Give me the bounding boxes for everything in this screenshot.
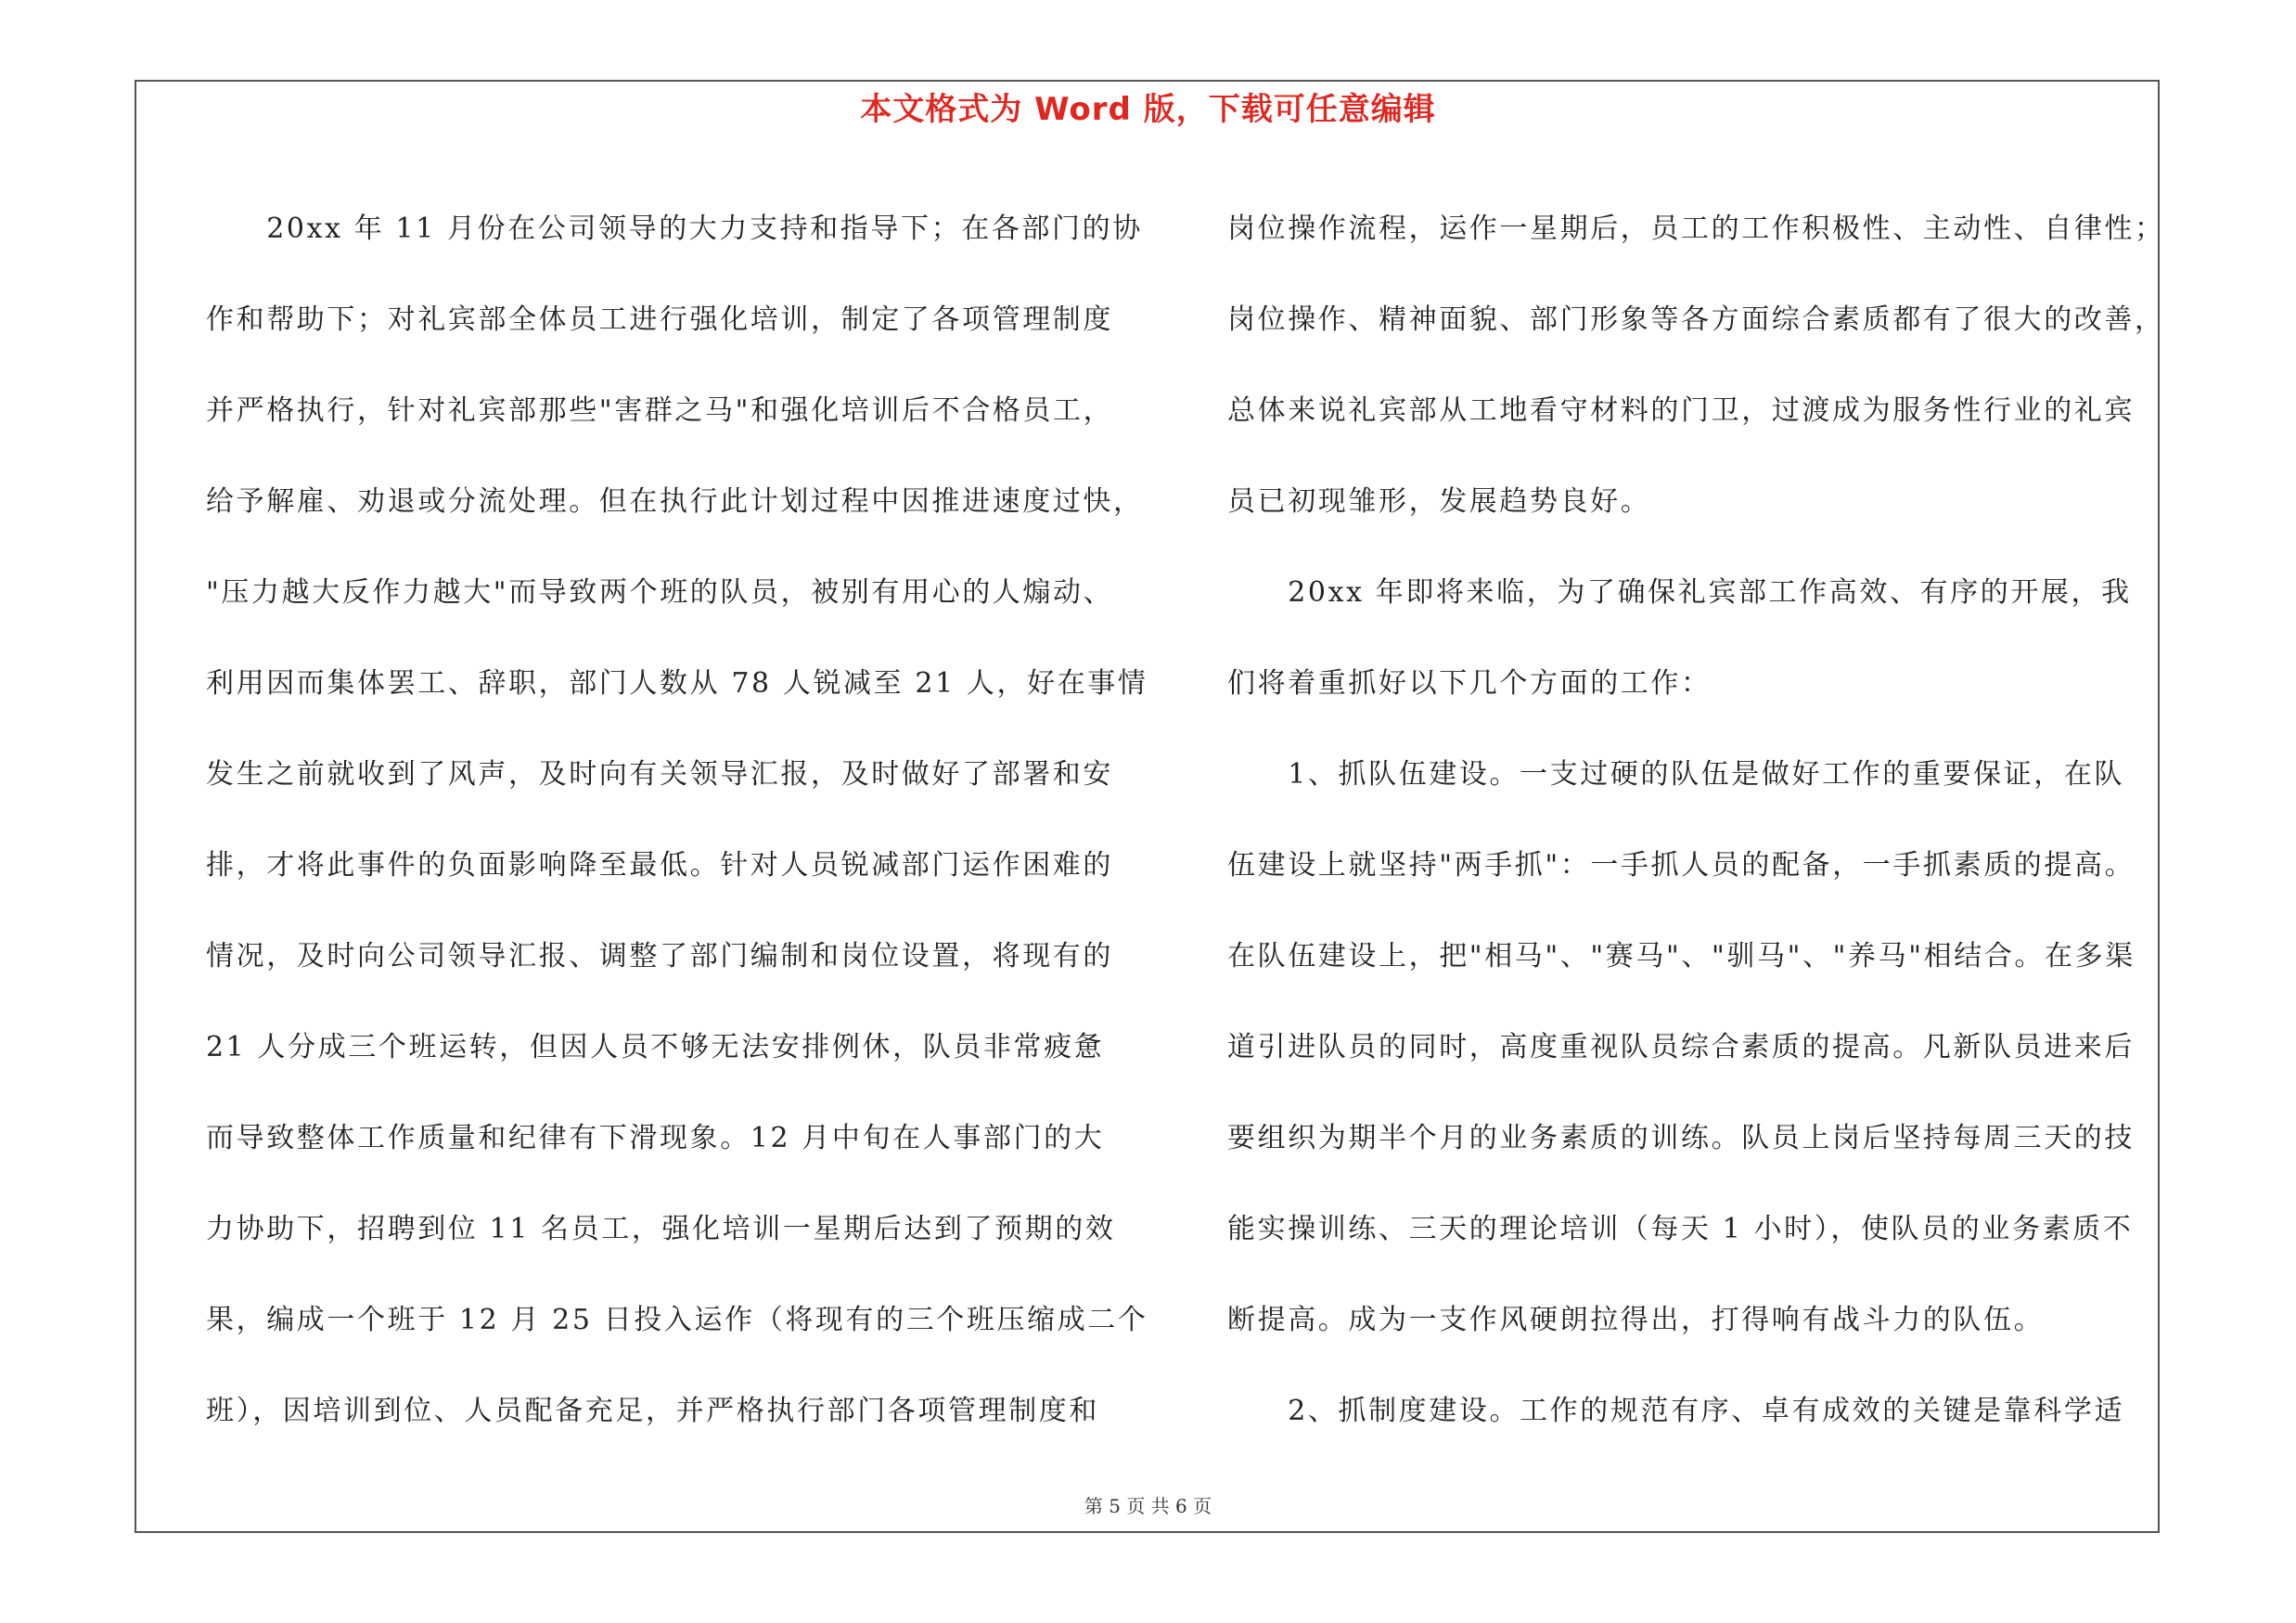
text-line: 伍建设上就坚持"两手抓"：一手抓人员的配备，一手抓素质的提高。 <box>1227 849 2136 882</box>
text-line: 21 人分成三个班运转，但因人员不够无法安排例休，队员非常疲惫 <box>206 1031 1105 1063</box>
text-line: 作和帮助下；对礼宾部全体员工进行强化培训，制定了各项管理制度 <box>206 303 1113 336</box>
text-line: 并严格执行，针对礼宾部那些"害群之马"和强化培训后不合格员工， <box>206 394 1114 427</box>
text-line: 要组织为期半个月的业务素质的训练。队员上岗后坚持每周三天的技 <box>1227 1122 2135 1154</box>
text-line: 总体来说礼宾部从工地看守材料的门卫，过渡成为服务性行业的礼宾 <box>1227 394 2135 427</box>
left-text-column <box>206 184 1152 1457</box>
text-line: 1、抓队伍建设。一支过硬的队伍是做好工作的重要保证，在队 <box>1227 758 2125 791</box>
text-line: 给予解雇、劝退或分流处理。但在执行此计划过程中因推进速度过快， <box>206 485 1144 518</box>
text-line: 果，编成一个班于 12 月 25 日投入运作（将现有的三个班压缩成二个 <box>206 1304 1148 1336</box>
text-line: 班），因培训到位、人员配备充足，并严格执行部门各项管理制度和 <box>206 1395 1099 1427</box>
text-line: 而导致整体工作质量和纪律有下滑现象。12 月中旬在人事部门的大 <box>206 1122 1105 1154</box>
right-text-column <box>1227 184 2174 1457</box>
text-line: 力协助下，招聘到位 11 名员工，强化培训一星期后达到了预期的效 <box>206 1213 1116 1245</box>
text-line: 20xx 年即将来临，为了确保礼宾部工作高效、有序的开展，我 <box>1227 576 2132 609</box>
text-line: 排，才将此事件的负面影响降至最低。针对人员锐减部门运作困难的 <box>206 849 1113 882</box>
text-line: 岗位操作流程，运作一星期后，员工的工作积极性、主动性、自律性； <box>1227 213 2165 245</box>
text-line: 员已初现雏形，发展趋势良好。 <box>1227 485 1651 518</box>
header-banner: 本文格式为 Word 版，下载可任意编辑 <box>860 91 1436 128</box>
text-line: 利用因而集体罢工、辞职，部门人数从 78 人锐减至 21 人，好在事情 <box>206 667 1148 700</box>
text-line: 发生之前就收到了风声，及时向有关领导汇报，及时做好了部署和安 <box>206 758 1113 791</box>
text-line: 道引进队员的同时，高度重视队员综合素质的提高。凡新队员进来后 <box>1227 1031 2135 1063</box>
text-line: 断提高。成为一支作风硬朗拉得出，打得响有战斗力的队伍。 <box>1227 1304 2045 1336</box>
text-line: 情况，及时向公司领导汇报、调整了部门编制和岗位设置，将现有的 <box>206 940 1113 973</box>
text-line: 在队伍建设上，把"相马"、"赛马"、"驯马"、"养马"相结合。在多渠 <box>1227 940 2136 973</box>
text-line: "压力越大反作力越大"而导致两个班的队员，被别有用心的人煽动、 <box>206 576 1114 609</box>
text-line: 20xx 年 11 月份在公司领导的大力支持和指导下；在各部门的协 <box>206 213 1143 245</box>
text-line: 岗位操作、精神面貌、部门形象等各方面综合素质都有了很大的改善， <box>1227 303 2165 336</box>
text-line: 能实操训练、三天的理论培训（每天 1 小时），使队员的业务素质不 <box>1227 1213 2134 1245</box>
text-line: 2、抓制度建设。工作的规范有序、卓有成效的关键是靠科学适 <box>1227 1395 2125 1427</box>
text-line: 们将着重抓好以下几个方面的工作： <box>1227 667 1712 700</box>
page-number-footer: 第 5 页 共 6 页 <box>1084 1495 1212 1517</box>
